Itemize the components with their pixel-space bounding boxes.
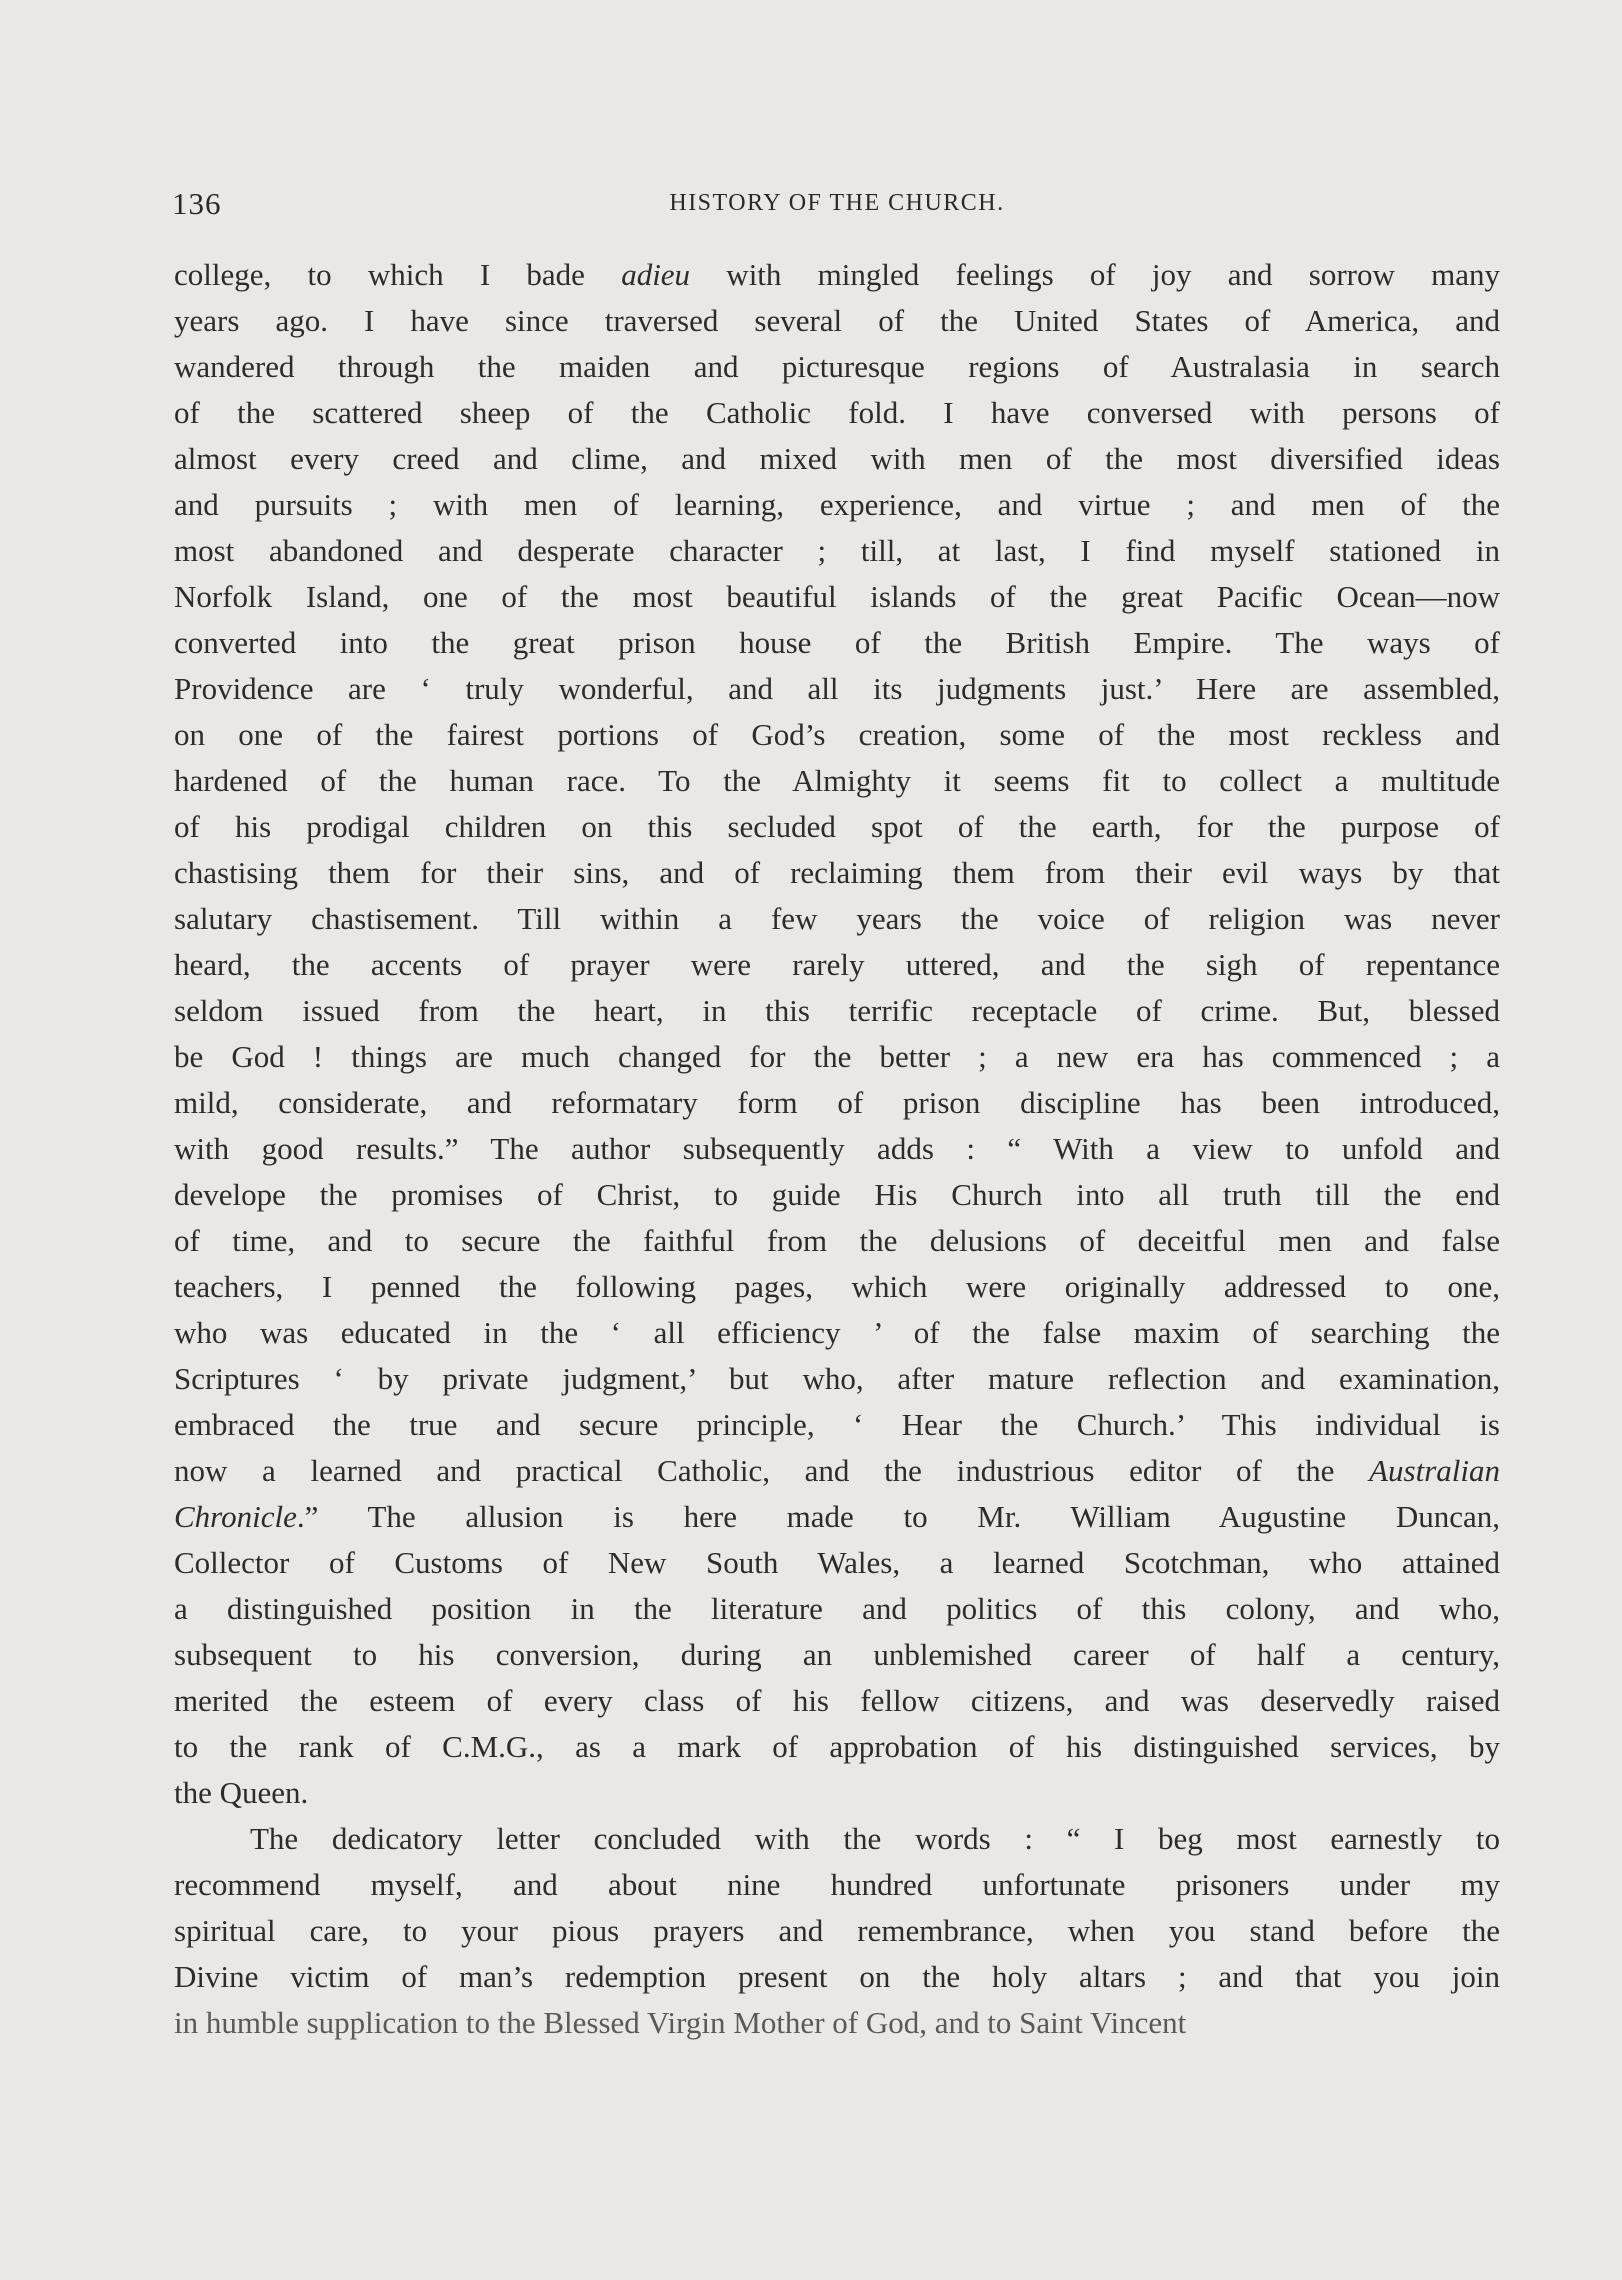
text-segment: on one of the fairest portions of God’s creation, some of the most reckless and [174, 717, 1500, 752]
text-line [174, 298, 1500, 344]
text-segment: Collector of Customs of New South Wales, a learned Scotchman, who attained [174, 1545, 1500, 1580]
text-segment: develope the promises of Christ, to guide His Church into all truth till the end [174, 1177, 1500, 1212]
text-line [174, 712, 1500, 758]
text-line [174, 1126, 1500, 1172]
text-segment: seldom issued from the heart, in this terrific receptacle of crime. But, blessed [174, 993, 1500, 1028]
text-line [174, 1172, 1500, 1218]
text-segment: with good results.” The author subsequently adds : “ With a view to unfold and [174, 1131, 1500, 1166]
text-segment: salutary chastisement. Till within a few years the voice of religion was never [174, 901, 1500, 936]
text-segment: with mingled feelings of joy and sorrow many [690, 257, 1501, 292]
text-line [174, 988, 1500, 1034]
text-segment: Norfolk Island, one of the most beautiful islands of the great Pacific Ocean—now [174, 579, 1500, 614]
text-segment: the Queen. [174, 1775, 309, 1810]
text-line [174, 1586, 1500, 1632]
text-segment: subsequent to his conversion, during an unblemished career of half a century, [174, 1637, 1500, 1672]
text-segment: heard, the accents of prayer were rarely uttered, and the sigh of repentance [174, 947, 1500, 982]
text-segment: merited the esteem of every class of his fellow citizens, and was deservedly raised [174, 1683, 1500, 1718]
text-line [174, 942, 1500, 988]
text-segment: The dedicatory letter concluded with the words : “ I beg most earnestly to [250, 1821, 1500, 1856]
text-segment: almost every creed and clime, and mixed with men of the most diversified ideas [174, 441, 1500, 476]
text-line [174, 1770, 1500, 1816]
text-segment: of time, and to secure the faithful from the delusions of deceitful men and false [174, 1223, 1500, 1258]
text-line [174, 482, 1500, 528]
text-line [174, 1218, 1500, 1264]
text-segment: chastising them for their sins, and of reclaiming them from their evil ways by that [174, 855, 1500, 890]
text-segment: most abandoned and desperate character ; till, at last, I find myself stationed in [174, 533, 1500, 568]
text-segment: teachers, I penned the following pages, which were originally addressed to one, [174, 1269, 1500, 1304]
text-segment: Australian [1369, 1453, 1500, 1488]
text-line [174, 804, 1500, 850]
text-segment: a distinguished position in the literature and politics of this colony, and who, [174, 1591, 1500, 1626]
text-segment: now a learned and practical Catholic, and the industrious editor of the [174, 1453, 1370, 1488]
text-line [174, 1724, 1500, 1770]
text-segment: Scriptures ‘ by private judgment,’ but who, after mature reflection and examination, [174, 1361, 1500, 1396]
text-segment: converted into the great prison house of the British Empire. The ways of [174, 625, 1500, 660]
text-segment: recommend myself, and about nine hundred unfortunate prisoners under my [174, 1867, 1500, 1902]
body-text [174, 252, 1500, 2046]
text-segment: college, to which I bade [174, 257, 622, 292]
text-line [174, 574, 1500, 620]
text-line [174, 1264, 1500, 1310]
running-head: HISTORY OF THE CHURCH. [669, 190, 1005, 216]
text-line [174, 1356, 1500, 1402]
text-line [174, 344, 1500, 390]
text-segment: Divine victim of man’s redemption present on the holy altars ; and that you join [174, 1959, 1500, 1994]
text-segment: .” The allusion is here made to Mr. William Augustine Duncan, [296, 1499, 1500, 1534]
text-line [174, 1816, 1500, 1862]
text-segment: hardened of the human race. To the Almighty it seems fit to collect a multitude [174, 763, 1500, 798]
text-line [174, 1448, 1500, 1494]
text-segment: wandered through the maiden and picturesque regions of Australasia in search [174, 349, 1500, 384]
text-line [174, 1954, 1500, 2000]
text-line [174, 666, 1500, 712]
text-line [174, 1310, 1500, 1356]
text-segment: be God ! things are much changed for the better ; a new era has commenced ; a [174, 1039, 1500, 1074]
text-line [174, 1862, 1500, 1908]
text-segment: adieu [621, 257, 691, 292]
text-line [174, 252, 1500, 298]
text-segment: spiritual care, to your pious prayers and remembrance, when you stand before the [174, 1913, 1500, 1948]
text-segment: years ago. I have since traversed several of the United States of America, and [174, 303, 1500, 338]
text-line [174, 1494, 1500, 1540]
text-line [174, 1540, 1500, 1586]
text-line [174, 390, 1500, 436]
text-segment: who was educated in the ‘ all efficiency ’ of the false maxim of searching the [174, 1315, 1500, 1350]
text-line [174, 1034, 1500, 1080]
text-segment: Providence are ‘ truly wonderful, and all its judgments just.’ Here are assembled, [174, 671, 1500, 706]
text-line [174, 620, 1500, 666]
text-segment: Chronicle [174, 1499, 297, 1534]
text-line [174, 1632, 1500, 1678]
text-segment: and pursuits ; with men of learning, experience, and virtue ; and men of the [174, 487, 1500, 522]
text-line [174, 896, 1500, 942]
text-line [174, 436, 1500, 482]
text-segment: of the scattered sheep of the Catholic fold. I have conversed with persons of [174, 395, 1500, 430]
text-segment: embraced the true and secure principle, ‘ Hear the Church.’ This individual is [174, 1407, 1500, 1442]
text-line [174, 1678, 1500, 1724]
text-line [174, 528, 1500, 574]
text-line [174, 850, 1500, 896]
text-line [174, 758, 1500, 804]
text-segment: in humble supplication to the Blessed Virgin Mother of God, and to Saint Vincent [174, 2005, 1187, 2040]
text-segment: of his prodigal children on this secluded spot of the earth, for the purpose of [174, 809, 1500, 844]
text-segment: mild, considerate, and reformatary form of prison discipline has been introduced, [174, 1085, 1500, 1120]
page-header [172, 186, 1502, 226]
text-line [174, 1402, 1500, 1448]
text-line [174, 1080, 1500, 1126]
text-segment: to the rank of C.M.G., as a mark of approbation of his distinguished services, by [174, 1729, 1500, 1764]
page-number: 136 [172, 186, 222, 221]
text-line [174, 2000, 1500, 2046]
text-line [174, 1908, 1500, 1954]
